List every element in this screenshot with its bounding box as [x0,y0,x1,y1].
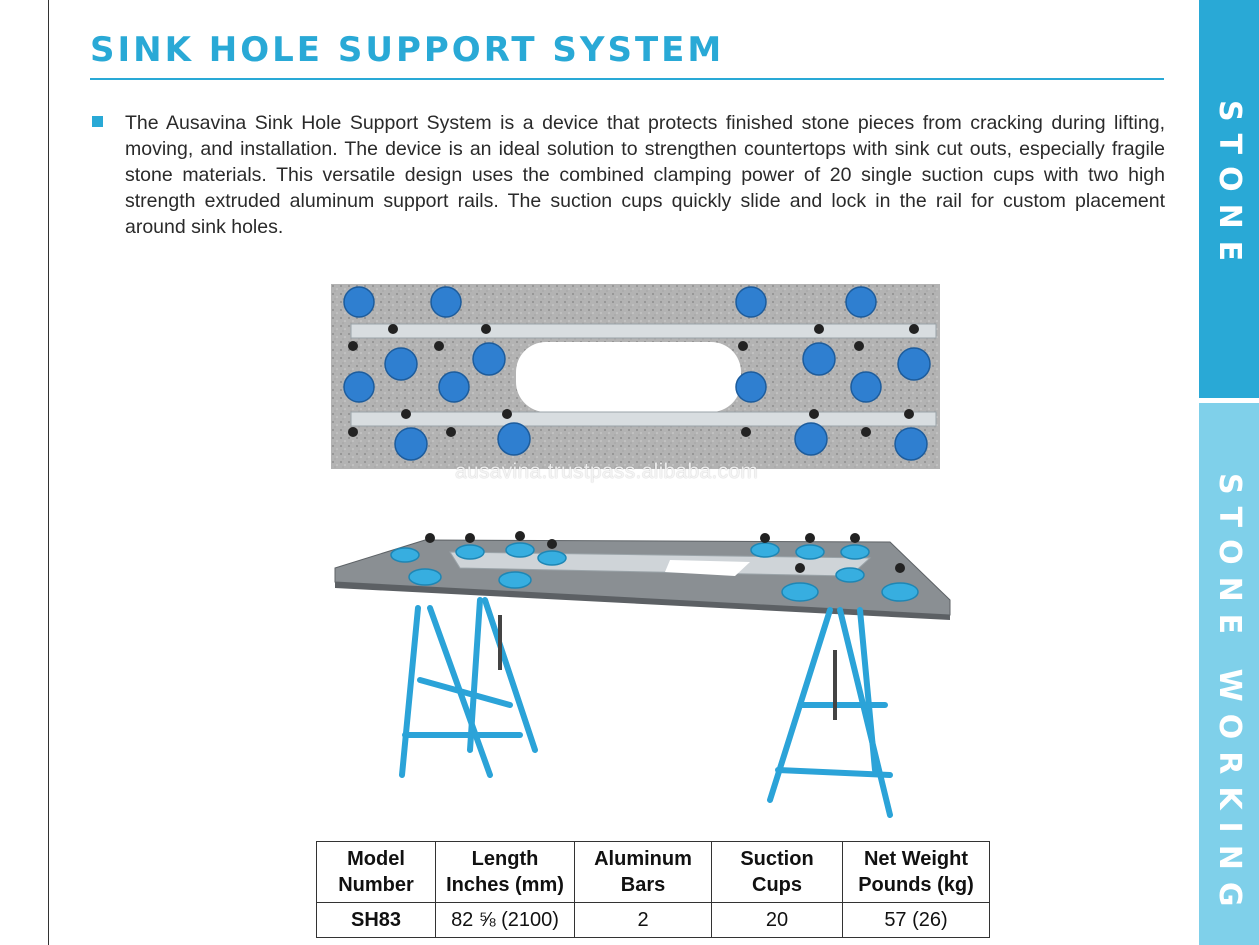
header-model-line2: Number [338,874,414,896]
table-header-row [317,842,990,903]
header-length-line1: Length [471,848,539,870]
header-bars-line1: Aluminum [594,848,692,870]
header-cups [712,842,843,903]
product-photo-top [331,284,940,469]
header-weight [843,842,990,903]
header-cups-line1: Suction [740,848,814,870]
header-bars-line2: Bars [620,874,666,896]
header-cups-line2: Cups [752,874,802,896]
sidebar-secondary-label: STONE WORKING AND [1152,473,1247,919]
sidebar-primary-label: STONE [1212,100,1247,274]
watermark-text: ausavina.trustpass.alibaba.com [455,460,759,483]
title-underline [90,78,1164,80]
page-title: SINK HOLE SUPPORT SYSTEM [90,30,725,70]
cell-length: 82 ⅝ (2100) [436,903,575,938]
page-frame-line [48,0,49,945]
header-length-line2: Inches (mm) [446,874,564,896]
header-weight-line2: Pounds (kg) [858,874,974,896]
header-model-line1: Model [347,848,405,870]
header-length [436,842,575,903]
header-model [317,842,436,903]
bullet-square-icon [92,116,103,127]
cell-model: SH83 [317,903,436,938]
sidebar-tab-active [1199,0,1259,398]
spec-table [316,841,990,938]
header-weight-line1: Net Weight [863,848,969,870]
header-bars [575,842,712,903]
cell-bars: 2 [575,903,712,938]
product-photo-stands [330,520,955,820]
sidebar-tab-section [1152,403,1259,945]
table-row [317,903,990,938]
cell-cups: 20 [712,903,843,938]
product-description: The Ausavina Sink Hole Support System is a device that protects finished stone pieces from cracking during lifting, moving, and installation. The device is an ideal solution to strengthen countertops with sink cut outs, especially fragile stone materials. This versatile design uses the combined clamping power of 20 single suction cups with two high strength extruded aluminum support rails. The suction cups quickly slide and lock in the rail for custom placement around sink holes. [125,112,1165,238]
cell-weight: 57 (26) [843,903,990,938]
